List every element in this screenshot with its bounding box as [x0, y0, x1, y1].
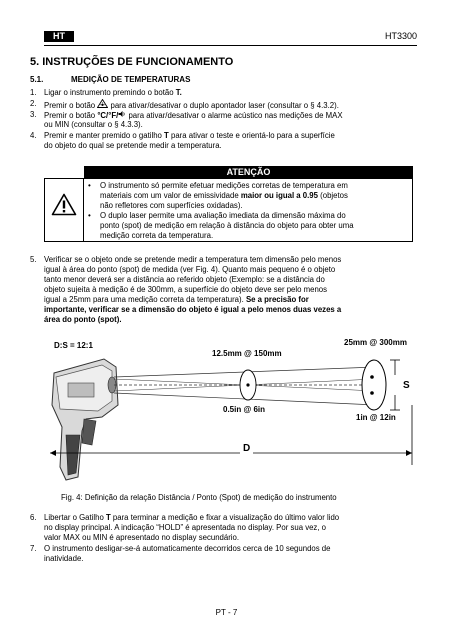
spot-far-label: 25mm @ 300mm [344, 338, 407, 347]
step-2-number: 2. [30, 99, 37, 108]
header-rule [44, 45, 417, 46]
step-4-a: Premir e manter premido o gatilho [44, 131, 165, 140]
step-3-text-line2: ou MIN (consultar o § 4.3.3). [44, 120, 143, 129]
figure-caption: Fig. 4: Definição da relação Distância / Ponto (Spot) de medição do instrumento [61, 493, 337, 502]
step-7-line1: O instrumento desligar-se-á automaticamente decorridos cerca de 10 segundos de [44, 544, 331, 553]
subsection-text: MEDIÇÃO DE TEMPERATURAS [71, 75, 191, 84]
step-2-b: para ativar/desativar o duplo apontador laser (consultar o § 4.3.2). [108, 101, 339, 110]
step-1-text [44, 88, 182, 98]
step-5-line5 [44, 295, 309, 305]
step-5-line1: Verificar se o objeto onde se pretende medir a temperatura tem dimensão pelo menos [44, 255, 342, 264]
step-6-line2: no display principal. A indicação “HOLD” é apresentada no display. Por sua vez, o [44, 523, 327, 532]
step-5-line5-b: Se a precisão for [245, 295, 309, 304]
dist-mid-label: 0.5in @ 6in [223, 405, 266, 414]
warning-1-line2 [100, 191, 348, 201]
warning-1-line2-c: (objetos [317, 191, 348, 200]
step-1-key: T. [175, 88, 182, 97]
warning-title: ATENÇÃO [84, 166, 413, 178]
distance-spot-figure [46, 335, 416, 485]
unit-key: °C/°F/ [97, 111, 119, 120]
spot-far-dot-1 [370, 375, 374, 379]
step-7-line2: inatividade. [44, 554, 84, 563]
s-label: S [403, 380, 410, 391]
subsection-title [30, 75, 190, 84]
step-1-number: 1. [30, 88, 37, 97]
warning-1-emph: maior ou igual a 0.95 [240, 191, 318, 200]
warning-2-line2: ponto (spot) de medição em relação à distância do objeto para obter uma [100, 221, 354, 230]
warning-bullet-2: • [88, 211, 91, 220]
step-5-line3: tanto menor deverá ser a distância ao referido objeto (Exemplo: se a distância do [44, 275, 325, 284]
step-6-line1-a: Libertar o Gatilho [44, 513, 106, 522]
warning-1-line1: O instrumento só permite efetuar medições corretas de temperatura em [100, 181, 348, 190]
spot-far-dot-2 [370, 391, 374, 395]
step-5-line2: igual à área do ponto (spot) de medida (ver Fig. 4). Quanto mais pequeno é o objeto [44, 265, 336, 274]
warning-bullet-1: • [88, 181, 91, 190]
step-3-number: 3. [30, 110, 37, 119]
warning-divider [83, 178, 84, 242]
step-5-number: 5. [30, 255, 37, 264]
trigger-key: T [164, 131, 169, 140]
step-6-number: 6. [30, 513, 37, 522]
subsection-number: 5.1. [30, 75, 44, 84]
step-4-text-line2: do objeto do qual se pretende medir a temperatura. [44, 141, 222, 150]
step-2-a: Premir o botão [44, 101, 98, 110]
section-title: 5. INSTRUÇÕES DE FUNCIONAMENTO [30, 56, 234, 68]
page-header [44, 30, 417, 44]
ratio-label: D:S = 12:1 [54, 341, 93, 350]
step-4-b: para ativar o teste e orientá-lo para a superfície [168, 131, 335, 140]
step-6-trigger-key: T [105, 513, 111, 522]
step-7-number: 7. [30, 544, 37, 553]
thermometer-illustration [52, 359, 118, 480]
spot-mid-dot [246, 383, 249, 386]
warning-1-line2-a: materiais com um valor de emissividade [100, 191, 241, 200]
step-5-line6: importante, verificar se a dimensão do objeto é igual a pelo menos duas vezes a [44, 305, 342, 314]
step-3-b: para ativar/desativar o alarme acústico nas medições de MAX [126, 111, 343, 120]
laser-warning-icon [97, 101, 108, 110]
ht-logo: HT [44, 31, 74, 42]
warning-1-line3: não refletores com superfícies oxidadas). [100, 201, 243, 210]
d-label: D [240, 443, 253, 454]
step-5-line5-a: igual a 25mm para uma medição correta da temperatura). [44, 295, 246, 304]
spot-mid-label: 12.5mm @ 150mm [212, 349, 282, 358]
model-code: HT3300 [384, 31, 417, 41]
step-6-line3: valor MAX ou MIN é apresentado no display secundário. [44, 533, 240, 542]
step-6-line1 [44, 513, 339, 523]
spot-far-ellipse [362, 360, 386, 410]
step-5-line7: área do ponto (spot). [44, 315, 122, 324]
dist-far-label: 1in @ 12in [356, 413, 396, 422]
step-5-line4: objeto sujeita à medição é de 300mm, a superfície do objeto deve ser pelo menos [44, 285, 328, 294]
warning-2-line3: medição correta da temperatura. [100, 231, 214, 240]
step-4-number: 4. [30, 131, 37, 140]
step-3-a: Premir o botão [44, 111, 98, 120]
page-number: PT - 7 [215, 608, 238, 617]
step-1-body: Ligar o instrumento premindo o botão [44, 88, 176, 97]
step-4-text [44, 131, 335, 141]
warning-2-line1: O duplo laser permite uma avaliação imediata da dimensão máxima do [100, 211, 346, 220]
step-6-line1-b: para terminar a medição e fixar a visualização do último valor lido [110, 513, 340, 522]
s-dimension [390, 360, 400, 410]
warning-triangle-icon [51, 193, 77, 221]
